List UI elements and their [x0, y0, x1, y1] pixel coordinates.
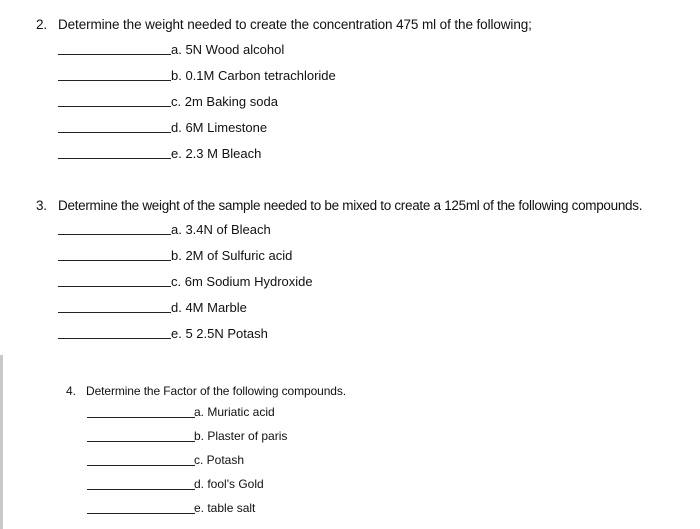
item-label: b. 0.1M Carbon tetrachloride [171, 68, 336, 83]
answer-blank[interactable] [87, 465, 195, 466]
answer-blank[interactable] [58, 260, 171, 261]
item-label: c. 2m Baking soda [171, 94, 278, 109]
answer-item [87, 475, 487, 493]
answer-item [87, 499, 487, 517]
item-label: e. 5 2.5N Potash [171, 326, 268, 341]
answer-blank[interactable] [58, 132, 171, 133]
item-label: b. Plaster of paris [194, 429, 288, 443]
answer-blank[interactable] [87, 489, 195, 490]
answer-item [58, 324, 458, 342]
item-label: e. 2.3 M Bleach [171, 146, 262, 161]
answer-blank[interactable] [87, 441, 195, 442]
answer-item [58, 92, 458, 110]
answer-item [58, 246, 458, 264]
answer-item [58, 298, 458, 316]
answer-blank[interactable] [58, 234, 171, 235]
item-label: d. 6M Limestone [171, 120, 268, 135]
item-label: b. 2M of Sulfuric acid [171, 248, 293, 263]
answer-blank[interactable] [58, 338, 171, 339]
answer-item [58, 220, 458, 238]
item-label: e. table salt [194, 501, 256, 515]
item-label: c. Potash [194, 453, 245, 467]
answer-item [87, 403, 487, 421]
answer-item [58, 66, 458, 84]
answer-blank[interactable] [58, 312, 171, 313]
question-number: 4. [66, 384, 76, 398]
answer-item [58, 40, 458, 58]
answer-item [87, 451, 487, 469]
answer-item [87, 427, 487, 445]
answer-blank[interactable] [58, 106, 171, 107]
answer-blank[interactable] [58, 158, 171, 159]
answer-blank[interactable] [58, 54, 171, 55]
question-prompt: Determine the weight needed to create the concentration 475 ml of the following; [58, 17, 532, 32]
question-prompt: Determine the weight of the sample needed to be mixed to create a 125ml of the following compounds. [58, 198, 643, 213]
page-edge-shadow [0, 355, 3, 529]
answer-blank[interactable] [58, 80, 171, 81]
question-prompt: Determine the Factor of the following compounds. [86, 384, 347, 398]
answer-blank[interactable] [87, 417, 195, 418]
question-number: 2. [36, 17, 48, 32]
answer-item [58, 118, 458, 136]
item-label: a. Muriatic acid [194, 405, 275, 419]
answer-blank[interactable] [58, 286, 171, 287]
answer-item [58, 144, 458, 162]
item-label: a. 5N Wood alcohol [171, 42, 285, 57]
answer-blank[interactable] [87, 513, 195, 514]
item-label: a. 3.4N of Bleach [171, 222, 271, 237]
question-number: 3. [36, 198, 47, 213]
item-label: d. fool's Gold [194, 477, 264, 491]
item-label: c. 6m Sodium Hydroxide [171, 274, 313, 289]
item-label: d. 4M Marble [171, 300, 247, 315]
answer-item [58, 272, 458, 290]
